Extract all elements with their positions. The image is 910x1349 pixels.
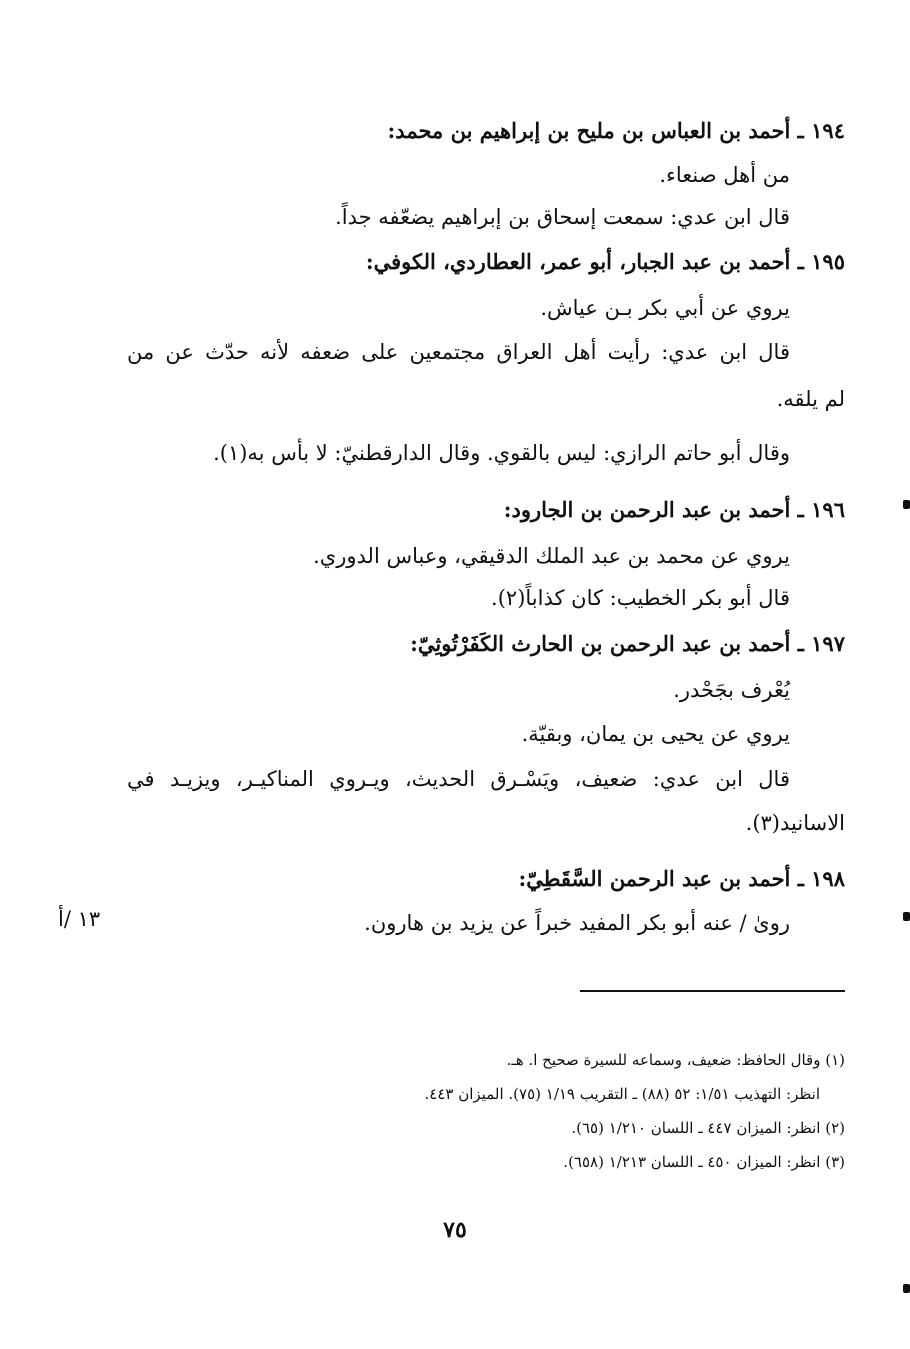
entry-196-line-1: يروي عن محمد بن عبد الملك الدقيقي، وعباس الدوري. [313,544,790,568]
scan-mark [903,912,910,921]
entry-197-line-1: يُعْرف بجَحْدر. [673,678,790,702]
footnote-1-continuation: انظر: التهذيب ١/٥١: ٥٢ (٨٨) ـ التقريب ١/١٩ (٧٥). الميزان ٤٤٣. [424,1085,820,1103]
entry-197-line-2: يروي عن يحيى بن يمان، وبقيّة. [521,722,790,746]
scan-mark [903,1284,910,1293]
entry-195-line-1: يروي عن أبي بكر بـن عياش. [540,296,790,320]
entry-195-line-4: وقال أبو حاتم الرازي: ليس بالقوي. وقال الدارقطنيّ: لا بأس به(١). [213,441,790,465]
entry-194-line-2: قال ابن عدي: سمعت إسحاق بن إبراهيم يضعّفه جداً. [335,205,790,229]
entry-195-heading: ١٩٥ ـ أحمد بن عبد الجبار، أبو عمر، العطاردي، الكوفي: [365,249,845,274]
manuscript-folio-note: ١٣ /أ [58,907,101,931]
footnote-3: (٣) انظر: الميزان ٤٥٠ ـ اللسان ١/٢١٣ (٦٥٨). [563,1153,845,1171]
entry-196-line-2: قال أبو بكر الخطيب: كان كذاباً(٢). [491,586,790,610]
entry-195-line-3: لم يلقه. [776,387,845,411]
entry-195-line-2: قال ابن عدي: رأيت أهل العراق مجتمعين على ضعفه لأنه حدّث عن من [127,340,790,364]
entry-197-line-4: الاسانيد(٣). [745,811,845,835]
entry-198-heading: ١٩٨ ـ أحمد بن عبد الرحمن السَّقَطِيّ: [518,866,845,891]
footnote-2: (٢) انظر: الميزان ٤٤٧ ـ اللسان ١/٢١٠ (٦٥). [571,1119,845,1137]
entry-194-heading: ١٩٤ ـ أحمد بن العباس بن مليح بن إبراهيم بن محمد: [387,118,845,143]
entry-197-heading: ١٩٧ ـ أحمد بن عبد الرحمن بن الحارث الكَفَرْتُوثِيّ: [410,631,845,656]
entry-196-heading: ١٩٦ ـ أحمد بن عبد الرحمن بن الجارود: [503,497,845,522]
scan-mark [903,500,910,509]
entry-198-line-1: روىٰ / عنه أبو بكر المفيد خبراً عن يزيد بن هارون. [364,911,790,935]
footnote-divider [580,990,845,992]
entry-197-line-3: قال ابن عدي: ضعيف، ويَسْـرق الحديث، ويـروي المناكيـر، ويزيـد في [127,767,790,791]
footnote-1: (١) وقال الحافظ: ضعيف، وسماعه للسيرة صحيح ا. هـ. [506,1051,845,1069]
page-number: ٧٥ [443,1217,467,1243]
entry-194-line-1: من أهل صنعاء. [659,163,790,187]
